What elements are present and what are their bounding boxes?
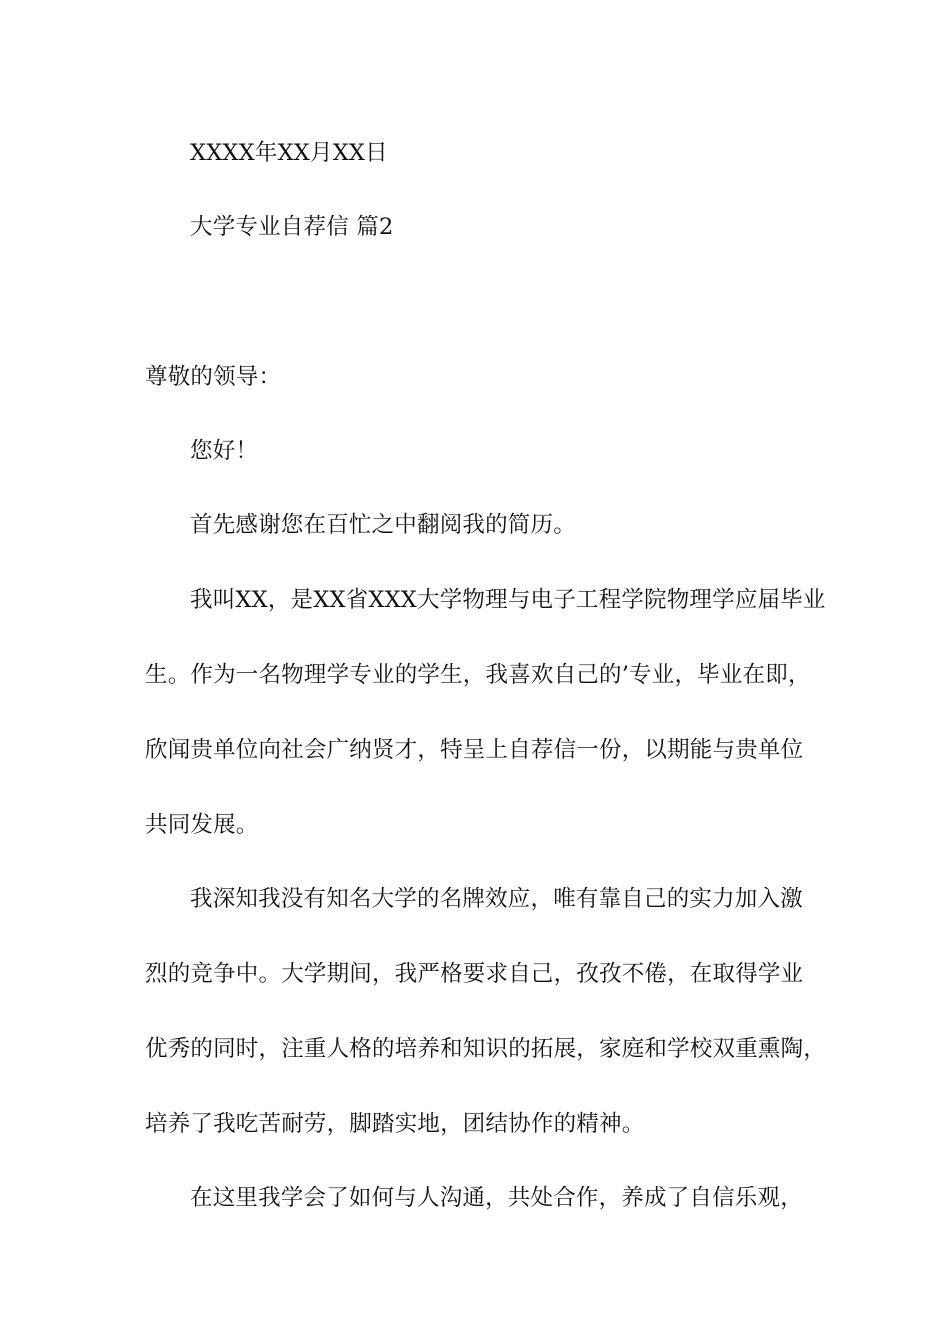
body-line: 培养了我吃苦耐劳，脚踏实地，团结协作的精神。 (145, 1111, 645, 1137)
date-line: XXXX年XX月XX日 (190, 140, 388, 166)
body-line: 优秀的同时，注重人格的培养和知识的拓展，家庭和学校双重熏陶， (145, 1036, 827, 1062)
body-line: 烈的竞争中。大学期间，我严格要求自己，孜孜不倦，在取得学业 (145, 961, 804, 987)
body-line: 在这里我学会了如何与人沟通，共处合作，养成了自信乐观， (190, 1185, 803, 1211)
body-line: 欣闻贵单位向社会广纳贤才，特呈上自荐信一份，以期能与贵单位 (145, 737, 804, 763)
body-line: 生。作为一名物理学专业的学生，我喜欢自己的’专业，毕业在即， (145, 662, 811, 688)
body-line: 我叫XX，是XX省XXX大学物理与电子工程学院物理学应届毕业 (190, 587, 826, 613)
section-title: 大学专业自荐信 篇2 (190, 214, 394, 240)
body-line: 我深知我没有知名大学的名牌效应，唯有靠自己的实力加入激 (190, 886, 803, 912)
salutation: 尊敬的领导： (145, 364, 282, 390)
greeting: 您好！ (190, 438, 259, 464)
body-line: 首先感谢您在百忙之中翻阅我的简历。 (190, 512, 576, 538)
body-line: 共同发展。 (145, 812, 259, 838)
